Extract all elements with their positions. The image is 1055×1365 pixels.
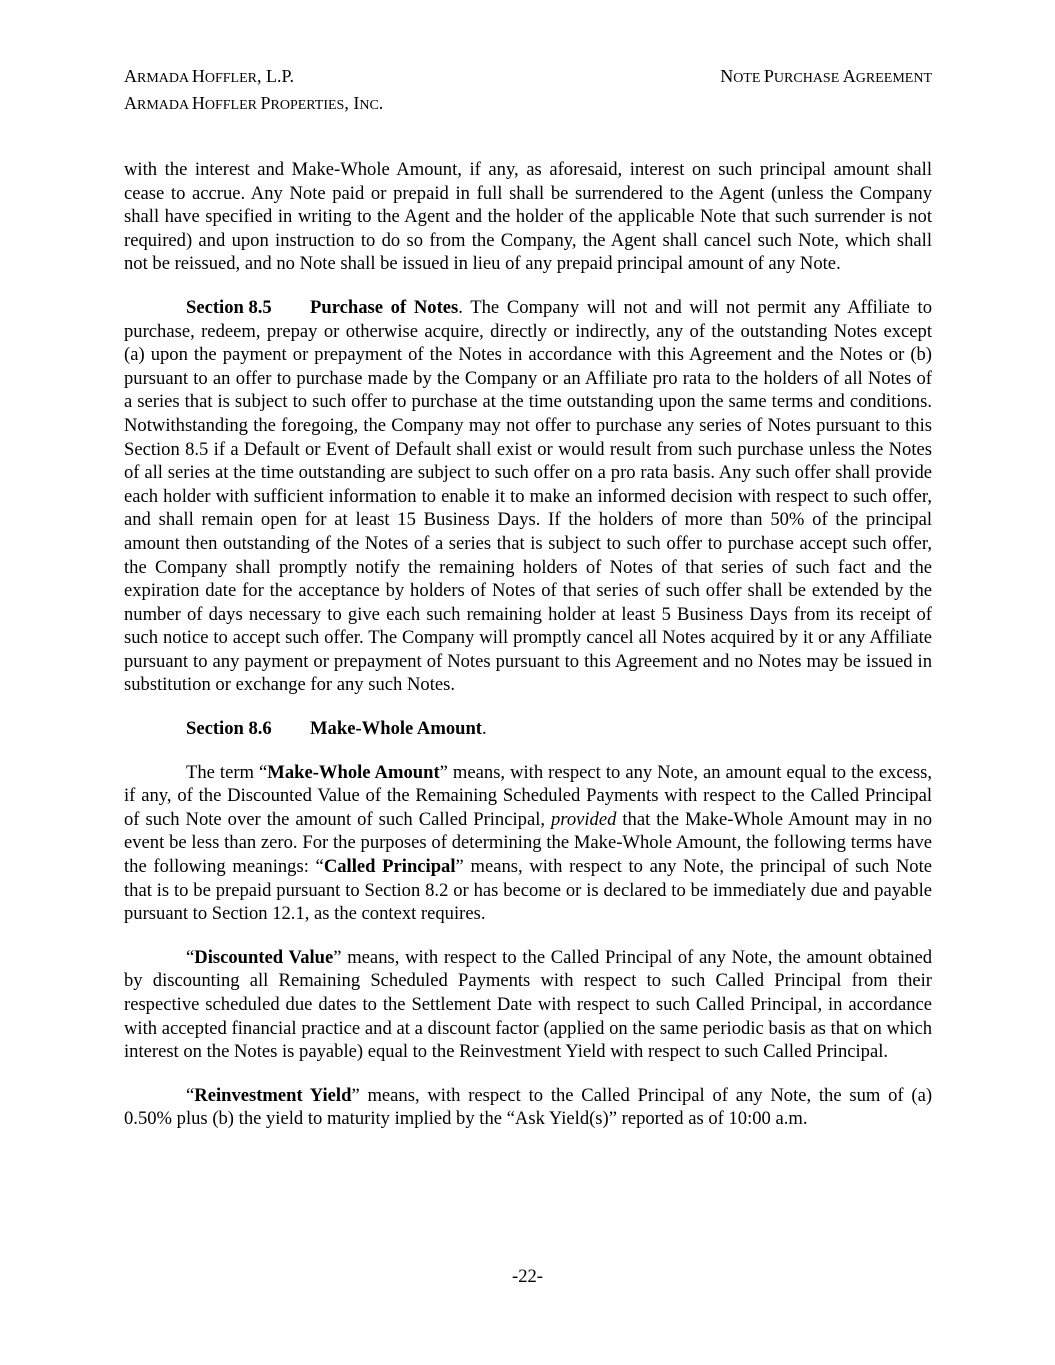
section-8-6: Section 8.6 Make-Whole Amount.	[186, 718, 487, 740]
paragraph-continuation: with the interest and Make-Whole Amount, if any, as aforesaid, interest on such principal amount shall cease to accrue. Any Note paid or prepaid in full shall be surrendered to the Agent (unless the Company shall have specified in writing to the Agent and the holder of the applicable Note that such surrender is not required) and upon instruction to do so from the Company, the Agent shall cancel such Note, which shall not be reissued, and no Note shall be issued in lieu of any prepaid principal amount of any Note.	[124, 159, 932, 275]
section-8-6-title: Make-Whole Amount	[310, 718, 482, 740]
section-8-5-number: Section 8.5	[186, 296, 272, 318]
term-make-whole-amount: Make-Whole Amount	[267, 761, 440, 783]
header-company-1: ARMADA HOFFLER, L.P.	[124, 66, 294, 86]
paragraph-reinvestment-yield: “Reinvestment Yield” means, with respect to the Called Principal of any Note, the sum of (a) 0.50% plus (b) the yield to maturity implied by the “Ask Yield(s)” reported as of 10:00 a.m.	[124, 1084, 933, 1130]
term-reinvestment-yield: Reinvestment Yield	[194, 1084, 352, 1106]
header-company-2: ARMADA HOFFLER PROPERTIES, INC.	[124, 93, 384, 113]
term-called-principal: Called Principal	[323, 856, 456, 878]
header-document-title: NOTE PURCHASE AGREEMENT	[720, 66, 932, 86]
page-number: -22-	[512, 1266, 543, 1287]
page-header	[124, 64, 932, 118]
paragraph-make-whole-amount: The term “Make-Whole Amount” means, with respect to any Note, an amount equal to the excess, if any, of the Discounted Value of the Remaining Scheduled Payments with respect to the Called Principal of such Note over the amount of such Called Principal, provided that the Make-Whole Amount may in no event be less than zero. For the purposes of determining the Make-Whole Amount, the following terms have the following meanings: “Called Principal” means, with respect to any Note, the principal of such Note that is to be prepaid pursuant to Section 8.2 or has become or is declared to be immediately due and payable pursuant to Section 12.1, as the context requires.	[124, 761, 933, 925]
section-8-5-text: The Company will not and will not permit any Affiliate to purchase, redeem, prepay or otherwise acquire, directly or indirectly, any of the outstanding Notes except (a) upon the payment or prepayment of the Notes in accordance with this Agreement and the Notes or (b) pursuant to an offer to purchase made by the Company or an Affiliate pro rata to the holders of all Notes of a series that is subject to such offer to purchase at the time outstanding upon the same terms and conditions. Notwithstanding the foregoing, the Company may not offer to purchase any series of Notes pursuant to this Section 8.5 if a Default or Event of Default shall exist or would result from such purchase unless the Notes of all series at the time outstanding are subject to such offer on a pro rata basis. Any such offer shall provide each holder with sufficient information to enable it to make an informed decision with respect to such offer, and shall remain open for at least 15 Business Days. If the holders of more than 50% of the principal amount then outstanding of the Notes of a series that is subject to such offer to purchase accept such offer, the Company shall promptly notify the remaining holders of Notes of that series of such fact and the expiration date for the acceptance by holders of Notes of that series of such offer shall be extended by the number of days necessary to give each such remaining holder at least 5 Business Days from its receipt of such notice to accept such offer. The Company will promptly cancel all Notes acquired by it or any Affiliate pursuant to any payment or prepayment of Notes pursuant to this Agreement and no Notes may be issued in substitution or exchange for any such Notes.	[124, 296, 932, 696]
section-8-5: Section 8.5 Purchase of Notes. The Company will not and will not permit any Affiliate to purchase, redeem, prepay or otherwise acquire, directly or indirectly, any of the outstanding Notes except (a) upon the payment or prepayment of the Notes in accordance with this Agreement and the Notes or (b) pursuant to an offer to purchase made by the Company or an Affiliate pro rata to the holders of all Notes of a series that is subject to such offer to purchase at the time outstanding upon the same terms and conditions. Notwithstanding the foregoing, the Company may not offer to purchase any series of Notes pursuant to this Section 8.5 if a Default or Event of Default shall exist or would result from such purchase unless the Notes of all series at the time outstanding are subject to such offer on a pro rata basis. Any such offer shall provide each holder with sufficient information to enable it to make an informed decision with respect to such offer, and shall remain open for at least 15 Business Days. If the holders of more than 50% of the principal amount then outstanding of the Notes of a series that is subject to such offer to purchase accept such offer, the Company shall promptly notify the remaining holders of Notes of that series of such fact and the expiration date for the acceptance by holders of Notes of that series of such offer shall be extended by the number of days necessary to give each such remaining holder at least 5 Business Days from its receipt of such notice to accept such offer. The Company will promptly cancel all Notes acquired by it or any Affiliate pursuant to any payment or prepayment of Notes pursuant to this Agreement and no Notes may be issued in substitution or exchange for any such Notes.	[124, 296, 932, 696]
paragraph-discounted-value: “Discounted Value” means, with respect to the Called Principal of any Note, the amount obtained by discounting all Remaining Scheduled Payments with respect to such Called Principal from their respective scheduled due dates to the Settlement Date with respect to such Called Principal, in accordance with accepted financial practice and at a discount factor (applied on the same periodic basis as that on which interest on the Notes is payable) equal to the Reinvestment Yield with respect to such Called Principal.	[124, 946, 932, 1063]
document-body	[124, 158, 932, 1151]
section-8-6-number: Section 8.6	[186, 718, 272, 740]
section-8-5-title: Purchase of Notes	[310, 296, 459, 318]
term-discounted-value: Discounted Value	[194, 946, 334, 968]
